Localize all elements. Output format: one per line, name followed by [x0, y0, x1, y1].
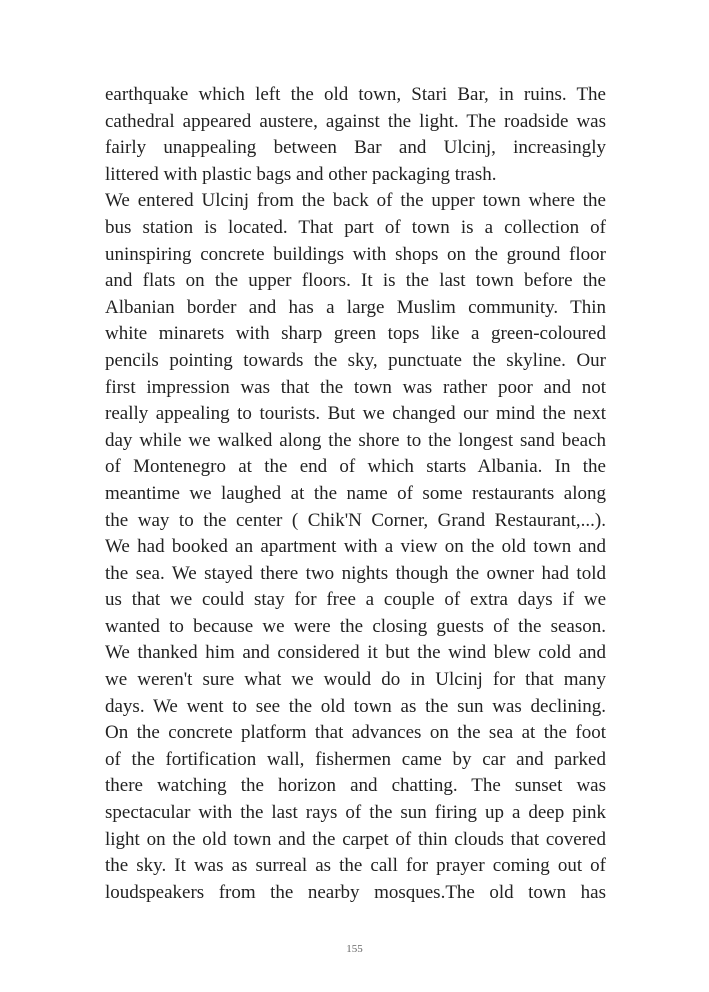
text-line: littered with plastic bags and other packaging trash. [105, 163, 497, 185]
text-line: Albanian border and has a large Muslim community. Thin [105, 296, 606, 318]
text-line: earthquake which left the old town, Stari Bar, in ruins. The [105, 84, 606, 105]
text-line: uninspiring concrete buildings with shops on the ground floor [105, 243, 606, 265]
text-line: us that we could stay for free a couple of extra days if we [105, 589, 606, 611]
text-line: days. We went to see the old town as the sun was declining. [105, 695, 606, 717]
text-line: meantime we laughed at the name of some restaurants along [105, 482, 606, 504]
body-text [105, 82, 606, 906]
text-line: and flats on the upper floors. It is the last town before the [105, 270, 606, 292]
text-line: On the concrete platform that advances on the sea at the foot [105, 722, 606, 744]
text-line: We thanked him and considered it but the wind blew cold and [105, 642, 606, 664]
text-line: of the fortification wall, fishermen came by car and parked [105, 748, 606, 770]
text-line: We had booked an apartment with a view on the old town and [105, 536, 606, 558]
text-line: there watching the horizon and chatting. The sunset was [105, 775, 606, 797]
text-line: white minarets with sharp green tops like a green-coloured [105, 323, 606, 345]
page-number: 155 [346, 943, 363, 955]
text-line: the sea. We stayed there two nights though the owner had told [105, 562, 606, 584]
text-line: bus station is located. That part of town is a collection of [105, 216, 606, 238]
text-line: We entered Ulcinj from the back of the upper town where the [105, 190, 606, 212]
text-line: we weren't sure what we would do in Ulcinj for that many [105, 669, 606, 691]
text-line: fairly unappealing between Bar and Ulcinj, increasingly [105, 137, 606, 159]
text-line: cathedral appeared austere, against the light. The roadside was [105, 110, 606, 132]
text-line: light on the old town and the carpet of thin clouds that covered [105, 828, 606, 850]
text-line: the sky. It was as surreal as the call for prayer coming out of [105, 855, 606, 877]
text-line: really appealing to tourists. But we changed our mind the next [105, 403, 606, 425]
text-line: of Montenegro at the end of which starts Albania. In the [105, 456, 606, 478]
text-line: the way to the center ( Chik'N Corner, Grand Restaurant,...). [105, 509, 606, 531]
text-line: day while we walked along the shore to the longest sand beach [105, 429, 606, 451]
text-line: wanted to because we were the closing guests of the season. [105, 615, 606, 637]
text-line: pencils pointing towards the sky, punctuate the skyline. Our [105, 349, 606, 371]
text-line: first impression was that the town was rather poor and not [105, 376, 606, 398]
text-line: spectacular with the last rays of the sun firing up a deep pink [105, 802, 606, 824]
text-line: loudspeakers from the nearby mosques.The old town has [105, 881, 606, 903]
